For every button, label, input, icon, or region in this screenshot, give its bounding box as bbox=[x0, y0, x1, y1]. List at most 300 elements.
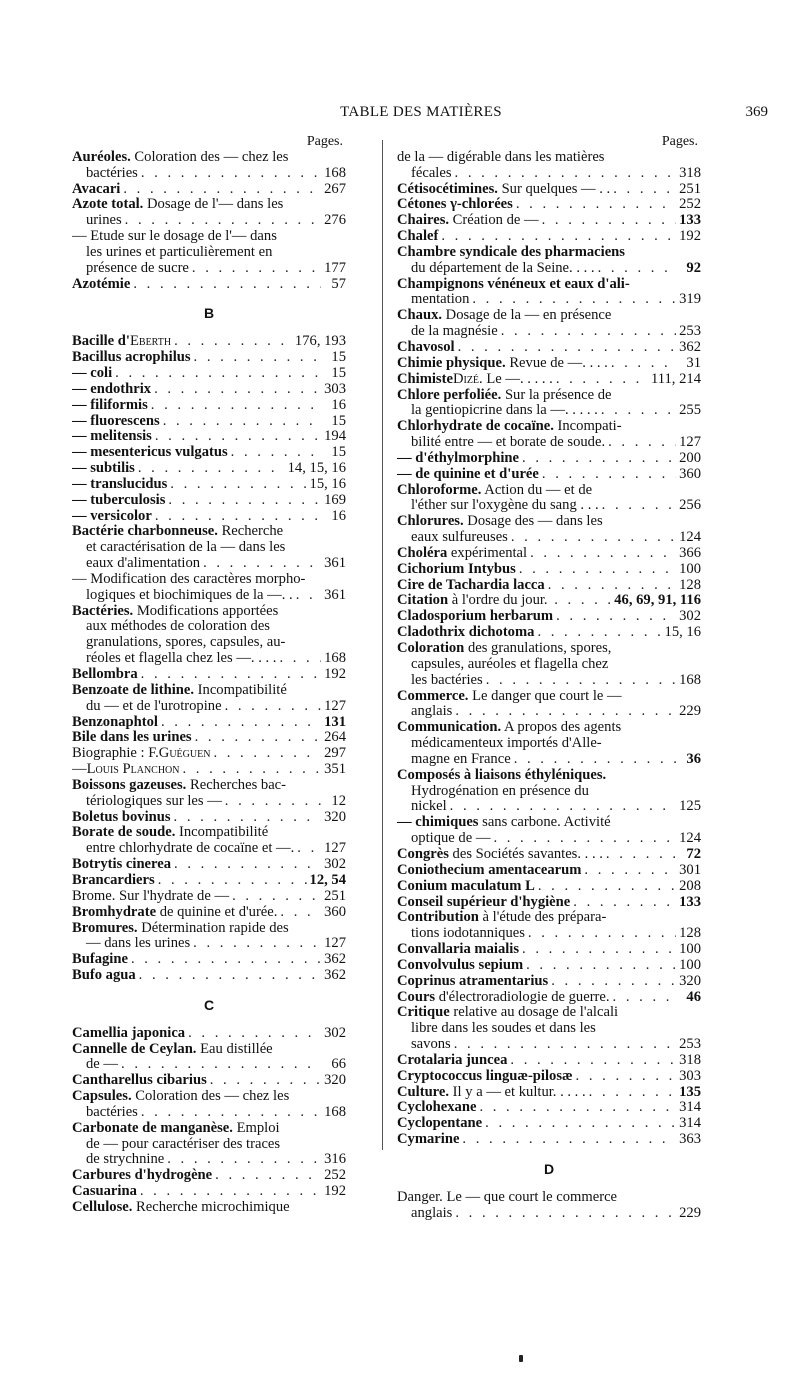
index-entry bbox=[397, 990, 701, 1006]
entry-continuation bbox=[397, 1021, 701, 1037]
page-reference: 124 bbox=[679, 530, 701, 546]
page-reference: 176, 193 bbox=[294, 334, 346, 350]
entry-line bbox=[72, 398, 346, 414]
entry-line bbox=[397, 990, 701, 1006]
entry-text: — dans les urines bbox=[86, 936, 191, 952]
entry-line bbox=[397, 514, 701, 530]
index-entry bbox=[397, 356, 701, 372]
dot-leader bbox=[174, 334, 292, 350]
page-reference: 229 bbox=[679, 1205, 701, 1221]
entry-text: A propos des agents bbox=[501, 720, 622, 736]
dot-leader bbox=[455, 704, 676, 720]
entry-heading: Chaires. bbox=[397, 213, 450, 229]
entry-heading: Bromures. bbox=[72, 920, 138, 936]
ink-mark bbox=[519, 1355, 523, 1362]
dot-leader bbox=[141, 166, 321, 182]
page-reference: 177 bbox=[324, 260, 346, 276]
entry-heading: Cellulose. bbox=[72, 1200, 133, 1215]
entry-line bbox=[72, 1026, 346, 1042]
entry-line bbox=[72, 461, 346, 477]
page-reference: 46, 69, 91, 116 bbox=[614, 593, 701, 609]
entry-heading: Communication. bbox=[397, 720, 502, 736]
entry-heading: — melitensis bbox=[72, 429, 152, 445]
entry-text: Sur quelques — . . bbox=[497, 181, 611, 197]
entry-text: Sur l'hydrate de — bbox=[115, 888, 230, 904]
page-reference: 92 bbox=[686, 260, 701, 276]
entry-line bbox=[397, 150, 701, 166]
dot-leader bbox=[573, 895, 676, 911]
page-reference: 361 bbox=[324, 556, 346, 572]
dot-leader bbox=[279, 651, 321, 667]
dot-leader bbox=[192, 261, 321, 277]
entry-heading: Commerce. bbox=[397, 688, 469, 704]
entry-line bbox=[397, 958, 701, 974]
dot-leader bbox=[455, 1206, 676, 1222]
index-entry bbox=[397, 1069, 701, 1085]
entry-heading: — bbox=[72, 762, 87, 778]
page-reference: 127 bbox=[679, 435, 701, 451]
page-reference: 366 bbox=[679, 545, 701, 561]
entry-text: Détermination rapide des bbox=[137, 920, 289, 936]
entry-heading: Brome. bbox=[72, 888, 116, 904]
entry-text: Coloration des — chez les bbox=[131, 1089, 290, 1105]
entry-text: les urines et particulièrement en bbox=[86, 244, 273, 260]
entry-heading: Coprinus atramentarius bbox=[397, 973, 549, 989]
index-entry bbox=[72, 968, 346, 984]
entry-text: bactéries bbox=[86, 1104, 138, 1120]
entry-text: de — pour caractériser des traces bbox=[86, 1136, 281, 1152]
index-entry bbox=[72, 197, 346, 229]
dot-leader bbox=[613, 182, 676, 198]
index-entry bbox=[72, 1200, 346, 1216]
index-entry bbox=[397, 609, 701, 625]
page-reference: 253 bbox=[679, 1037, 701, 1053]
index-entry bbox=[72, 857, 346, 873]
index-entry bbox=[72, 1168, 346, 1184]
dot-leader bbox=[537, 625, 661, 641]
entry-continuation bbox=[72, 166, 346, 182]
entry-text: de — bbox=[86, 1057, 119, 1073]
dot-leader bbox=[613, 990, 676, 1006]
entry-text: Emploi bbox=[232, 1120, 280, 1136]
entry-line bbox=[397, 768, 701, 784]
dot-leader bbox=[296, 588, 321, 604]
entry-continuation bbox=[72, 245, 346, 261]
index-entry bbox=[397, 1100, 701, 1116]
entry-line bbox=[397, 388, 701, 404]
entry-text: Modifications apportées bbox=[133, 603, 279, 619]
entries-b bbox=[72, 334, 346, 984]
entry-text: de la magnésie bbox=[411, 324, 498, 340]
entry-heading: Cours bbox=[397, 989, 436, 1005]
dot-leader bbox=[174, 857, 321, 873]
entry-line bbox=[72, 382, 346, 398]
entry-heading: — translucidus bbox=[72, 476, 168, 492]
entry-continuation bbox=[72, 841, 346, 857]
entry-heading: Botrytis cinerea bbox=[72, 857, 172, 873]
page-reference: 66 bbox=[331, 1057, 346, 1073]
page-reference: 363 bbox=[679, 1132, 701, 1148]
page-reference: 360 bbox=[679, 466, 701, 482]
entry-text: réoles et flagella chez les —. . . . bbox=[86, 651, 277, 667]
page-reference: 302 bbox=[324, 857, 346, 873]
entry-text: tériologiques sur les — bbox=[86, 793, 222, 809]
entry-line bbox=[72, 334, 346, 350]
page-reference: 362 bbox=[324, 952, 346, 968]
dot-leader bbox=[210, 1073, 321, 1089]
index-entry bbox=[397, 879, 701, 895]
entry-continuation bbox=[397, 1206, 701, 1222]
entry-text: sans carbone. Activité bbox=[478, 815, 611, 831]
entry-heading: Coniothecium amentacearum bbox=[397, 862, 582, 878]
index-entry bbox=[72, 746, 346, 762]
dot-leader bbox=[589, 1085, 676, 1101]
page-reference: 127 bbox=[324, 936, 346, 952]
entry-text: mentation bbox=[411, 292, 470, 308]
entry-line bbox=[397, 910, 701, 926]
entry-heading: Azote total. bbox=[72, 197, 144, 213]
entry-text: Il y a — et kultur. . . . . bbox=[449, 1084, 586, 1100]
entry-line bbox=[72, 572, 346, 588]
page-reference: 16 bbox=[331, 508, 346, 524]
entry-heading: Cymarine bbox=[397, 1132, 460, 1148]
page-reference: 302 bbox=[679, 609, 701, 625]
entry-continuation bbox=[397, 292, 701, 308]
entry-heading: Contribution bbox=[397, 910, 479, 926]
index-entry bbox=[72, 778, 346, 810]
entry-line bbox=[397, 229, 701, 245]
dot-leader bbox=[183, 762, 322, 778]
entry-heading: Congrès bbox=[397, 846, 449, 862]
index-entry bbox=[397, 245, 701, 277]
dot-leader bbox=[125, 213, 321, 229]
entry-heading: Bacille d' bbox=[72, 334, 130, 350]
entry-continuation bbox=[397, 166, 701, 182]
dot-leader bbox=[450, 799, 676, 815]
entry-heading: Chavosol bbox=[397, 339, 455, 355]
page-number: 369 bbox=[745, 104, 768, 120]
entry-line bbox=[397, 641, 701, 657]
entry-heading: Camellia japonica bbox=[72, 1025, 186, 1041]
dot-leader bbox=[121, 1057, 321, 1073]
entry-line bbox=[397, 1116, 701, 1132]
page-reference: 256 bbox=[679, 498, 701, 514]
index-entry bbox=[72, 889, 346, 905]
entry-heading: Chaux. bbox=[397, 308, 443, 324]
entry-line bbox=[397, 689, 701, 705]
index-entry bbox=[72, 730, 346, 746]
entry-line bbox=[397, 451, 701, 467]
entry-text: bilité entre — et borate de soude. bbox=[411, 435, 606, 451]
page-reference: 31 bbox=[686, 355, 701, 371]
entry-heading: — tuberculosis bbox=[72, 492, 166, 508]
entry-heading: Bromhydrate bbox=[72, 904, 157, 920]
index-entry bbox=[397, 689, 701, 721]
page-reference: 318 bbox=[679, 1052, 701, 1068]
entry-heading: Conseil supérieur d'hygiène bbox=[397, 894, 571, 910]
entry-text: entre chlorhydrate de cocaïne et —. bbox=[86, 841, 295, 857]
entry-heading: Bile dans les urines bbox=[72, 730, 192, 746]
entry-text: Hydrogénation en présence du bbox=[411, 783, 589, 799]
entry-text: Recherche bbox=[217, 524, 284, 540]
entry-continuation bbox=[397, 657, 701, 673]
entry-text: médicamenteux importés d'Alle- bbox=[411, 736, 602, 752]
index-entry bbox=[72, 667, 346, 683]
dot-leader bbox=[115, 366, 321, 382]
page-reference: 297 bbox=[324, 746, 346, 762]
dot-leader bbox=[455, 166, 676, 182]
page-reference: 303 bbox=[324, 381, 346, 397]
entry-line bbox=[72, 905, 346, 921]
entry-name: Dizé bbox=[452, 371, 480, 387]
entry-text: Création de — bbox=[449, 213, 539, 229]
entry-line bbox=[72, 150, 346, 166]
page-reference: 192 bbox=[679, 229, 701, 245]
index-entry bbox=[397, 308, 701, 340]
page-reference: 200 bbox=[679, 450, 701, 466]
entry-line bbox=[72, 366, 346, 382]
entry-line bbox=[72, 746, 346, 762]
entry-text: de la — digérable dans les matières bbox=[397, 149, 605, 165]
entry-text: granulations, spores, capsules, au- bbox=[86, 635, 286, 651]
entry-text: magne en France bbox=[411, 751, 511, 767]
pages-label: Pages. bbox=[661, 134, 698, 149]
entry-line bbox=[72, 778, 346, 794]
index-entry bbox=[397, 1085, 701, 1101]
index-entry bbox=[397, 958, 701, 974]
entry-text: Eau distillée bbox=[196, 1041, 273, 1057]
page-reference: 320 bbox=[324, 1073, 346, 1089]
index-entry bbox=[397, 213, 701, 229]
entries-d bbox=[397, 1190, 701, 1222]
entry-heading: Borate de soude. bbox=[72, 825, 176, 841]
entry-heading: Convallaria maialis bbox=[397, 942, 520, 958]
entry-continuation bbox=[397, 799, 701, 815]
index-entry bbox=[397, 562, 701, 578]
entry-line bbox=[397, 483, 701, 499]
index-entry bbox=[397, 182, 701, 198]
page-reference: 194 bbox=[324, 429, 346, 445]
entry-heading: Culture. bbox=[397, 1084, 450, 1100]
entry-continuation bbox=[72, 1152, 346, 1168]
page-reference: 14, 15, 16 bbox=[287, 461, 346, 477]
index-entry bbox=[397, 625, 701, 641]
index-entry bbox=[72, 952, 346, 968]
index-entry bbox=[397, 593, 701, 609]
index-entry bbox=[397, 150, 701, 182]
entry-line bbox=[397, 277, 701, 293]
dot-leader bbox=[231, 445, 321, 461]
page-reference: 251 bbox=[324, 888, 346, 904]
entry-continuation bbox=[72, 619, 346, 635]
entry-continuation bbox=[72, 540, 346, 556]
entry-name: Louis Planchon bbox=[86, 762, 180, 778]
entry-line bbox=[397, 1100, 701, 1116]
entry-text: Dosage de l'— dans les bbox=[143, 197, 284, 213]
entry-heading: — filiformis bbox=[72, 397, 148, 413]
entry-line bbox=[397, 419, 701, 435]
dot-leader bbox=[174, 810, 321, 826]
entries-a bbox=[72, 150, 346, 293]
index-entry bbox=[72, 509, 346, 525]
entry-heading: Bufagine bbox=[72, 952, 128, 968]
page-reference: 124 bbox=[679, 831, 701, 847]
entry-continuation bbox=[397, 324, 701, 340]
index-entry bbox=[397, 815, 701, 847]
entry-text: eaux d'alimentation bbox=[86, 556, 201, 572]
entry-heading: Biographie : F. bbox=[72, 746, 159, 762]
entry-continuation bbox=[397, 926, 701, 942]
entry-continuation bbox=[72, 588, 346, 604]
dot-leader bbox=[501, 324, 676, 340]
entry-text: urines bbox=[86, 213, 122, 229]
dot-leader bbox=[161, 715, 321, 731]
index-entry bbox=[72, 1089, 346, 1121]
index-entry bbox=[397, 277, 701, 309]
dot-leader bbox=[140, 1184, 321, 1200]
entry-heading: Carbures d'hydrogène bbox=[72, 1168, 213, 1184]
index-entry bbox=[72, 277, 346, 293]
entry-heading: Benzonaphtol bbox=[72, 714, 158, 730]
entry-line bbox=[72, 445, 346, 461]
entry-continuation bbox=[397, 784, 701, 800]
entry-continuation bbox=[72, 1105, 346, 1121]
entry-line bbox=[72, 182, 346, 198]
page-reference: 15, 16 bbox=[664, 625, 701, 641]
dot-leader bbox=[514, 752, 676, 768]
entry-line bbox=[72, 968, 346, 984]
dot-leader bbox=[131, 952, 321, 968]
dot-leader bbox=[280, 905, 321, 921]
entry-continuation bbox=[72, 556, 346, 572]
index-entry bbox=[397, 641, 701, 689]
entry-heading: Bactéries. bbox=[72, 603, 134, 619]
dot-leader bbox=[138, 461, 285, 477]
entry-heading: Benzoate de lithine. bbox=[72, 682, 195, 698]
entry-line bbox=[397, 593, 701, 609]
entry-line bbox=[72, 1121, 346, 1137]
entry-text: à l'étude des prépara- bbox=[478, 910, 607, 926]
page-reference: 15 bbox=[331, 350, 346, 366]
page-reference: 252 bbox=[324, 1168, 346, 1184]
entry-heading: Cannelle de Ceylan. bbox=[72, 1041, 197, 1057]
entry-line bbox=[397, 863, 701, 879]
page-reference: 351 bbox=[324, 762, 346, 778]
dot-leader bbox=[123, 182, 321, 198]
dot-leader bbox=[556, 372, 648, 388]
dot-leader bbox=[551, 974, 676, 990]
entry-line bbox=[397, 546, 701, 562]
section-letter-c: C bbox=[203, 996, 215, 1013]
page-reference: 362 bbox=[324, 968, 346, 984]
entry-text: logiques et biochimiques de la —. . bbox=[86, 587, 293, 603]
entry-heading: Avacari bbox=[72, 181, 121, 197]
entry-text: Le danger que court le — bbox=[468, 688, 622, 704]
index-entry bbox=[397, 974, 701, 990]
entry-heading: Chlorures. bbox=[397, 514, 464, 530]
entry-heading: Cyclopentane bbox=[397, 1116, 483, 1132]
entry-line bbox=[72, 810, 346, 826]
entry-line bbox=[72, 952, 346, 968]
page-reference: 15 bbox=[331, 365, 346, 381]
entry-text: des granulations, spores, bbox=[464, 641, 612, 656]
entry-line bbox=[397, 1053, 701, 1069]
entry-continuation bbox=[72, 1137, 346, 1153]
page-reference: 192 bbox=[324, 667, 346, 682]
page-reference: 168 bbox=[324, 1104, 346, 1120]
entry-line bbox=[397, 815, 701, 831]
entry-line bbox=[72, 350, 346, 366]
index-entry bbox=[397, 1053, 701, 1069]
index-entry bbox=[72, 477, 346, 493]
entry-text: Recherche microchimique bbox=[132, 1200, 290, 1215]
entry-text: tions iodotanniques bbox=[411, 926, 525, 942]
dot-leader bbox=[151, 398, 321, 414]
page-reference: 314 bbox=[679, 1116, 701, 1132]
dot-leader bbox=[154, 382, 321, 398]
index-entry bbox=[397, 483, 701, 515]
entry-line bbox=[72, 414, 346, 430]
dot-leader bbox=[163, 414, 321, 430]
index-column-right bbox=[397, 134, 701, 1222]
entry-line bbox=[72, 604, 346, 620]
entry-heading: Auréoles. bbox=[72, 149, 131, 165]
entry-line bbox=[72, 683, 346, 699]
dot-leader bbox=[608, 435, 676, 451]
entry-line bbox=[397, 1190, 701, 1206]
entry-heading: Chlorhydrate de cocaïne. bbox=[397, 419, 554, 435]
section-letter-d: D bbox=[543, 1161, 555, 1177]
entry-line bbox=[397, 182, 701, 198]
index-entry bbox=[397, 467, 701, 483]
entry-continuation bbox=[72, 1057, 346, 1073]
entry-line bbox=[72, 1168, 346, 1184]
dot-leader bbox=[158, 873, 307, 889]
entry-continuation bbox=[72, 794, 346, 810]
entry-heading: Casuarina bbox=[72, 1184, 137, 1200]
dot-leader bbox=[213, 746, 321, 762]
dot-leader bbox=[194, 350, 321, 366]
page-reference: 319 bbox=[679, 292, 701, 308]
entry-text: aux méthodes de coloration des bbox=[86, 619, 270, 635]
dot-leader bbox=[542, 213, 676, 229]
dot-leader bbox=[485, 1116, 676, 1132]
page-reference: 111, 214 bbox=[651, 371, 701, 387]
page-reference: 252 bbox=[679, 197, 701, 213]
index-entry bbox=[72, 1184, 346, 1200]
entry-heading: Cyclohexane bbox=[397, 1100, 477, 1116]
dot-leader bbox=[538, 879, 676, 895]
entry-continuation bbox=[397, 498, 701, 514]
entry-line bbox=[72, 524, 346, 540]
entry-heading: Cichorium Intybus bbox=[397, 561, 516, 577]
entry-heading: Choléra bbox=[397, 545, 448, 561]
page-reference: 127 bbox=[324, 841, 346, 857]
dot-leader bbox=[542, 467, 676, 483]
index-entry bbox=[72, 572, 346, 604]
entry-text: Dosage de la — en présence bbox=[442, 308, 612, 324]
dot-leader bbox=[155, 509, 321, 525]
page-reference: 72 bbox=[686, 846, 701, 862]
dot-leader bbox=[139, 968, 321, 984]
entry-line bbox=[72, 1184, 346, 1200]
entry-continuation bbox=[72, 651, 346, 667]
index-entry bbox=[72, 921, 346, 953]
dot-leader bbox=[168, 493, 321, 509]
entry-heading: Bacillus acrophilus bbox=[72, 350, 191, 366]
page-reference: 208 bbox=[679, 878, 701, 894]
page-reference: 264 bbox=[324, 730, 346, 746]
